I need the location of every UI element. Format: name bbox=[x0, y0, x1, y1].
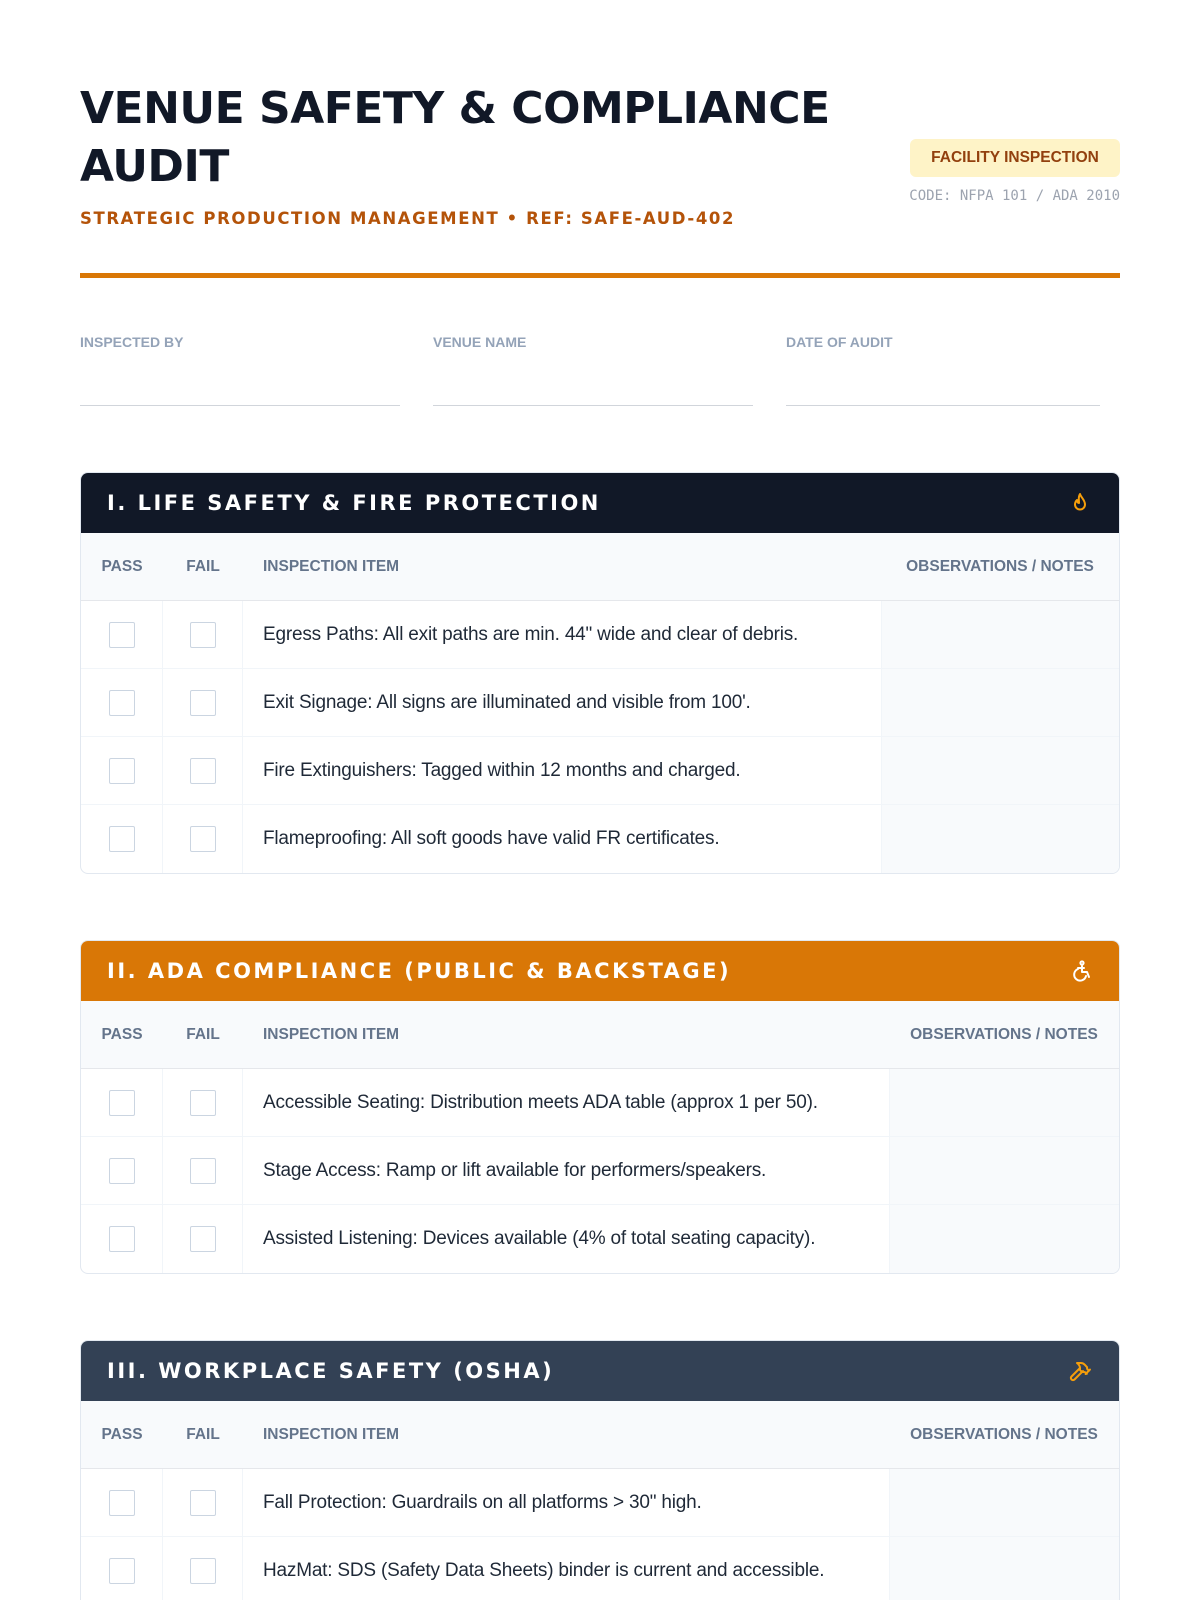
section-title: II. ADA COMPLIANCE (PUBLIC & BACKSTAGE) bbox=[107, 959, 732, 983]
table-row bbox=[81, 1537, 1119, 1600]
notes-field[interactable] bbox=[881, 805, 1119, 873]
fail-checkbox[interactable] bbox=[190, 826, 216, 852]
col-item: INSPECTION ITEM bbox=[263, 557, 400, 575]
code-reference: CODE: NFPA 101 / ADA 2010 bbox=[909, 188, 1120, 204]
table-row bbox=[81, 805, 1119, 873]
col-item: INSPECTION ITEM bbox=[263, 1025, 400, 1043]
section-life-safety bbox=[80, 472, 1120, 874]
accessibility-icon bbox=[1067, 958, 1093, 984]
pass-checkbox[interactable] bbox=[109, 1490, 135, 1516]
section-header bbox=[81, 941, 1119, 1001]
col-pass: PASS bbox=[101, 557, 143, 575]
col-fail: FAIL bbox=[186, 1025, 220, 1043]
inspection-item: Fire Extinguishers: Tagged within 12 months and charged. bbox=[263, 759, 741, 781]
section-workplace-safety bbox=[80, 1340, 1120, 1600]
pass-checkbox[interactable] bbox=[109, 1558, 135, 1584]
fail-checkbox[interactable] bbox=[190, 690, 216, 716]
col-pass: PASS bbox=[101, 1425, 143, 1443]
notes-field[interactable] bbox=[881, 669, 1119, 736]
notes-field[interactable] bbox=[889, 1137, 1119, 1204]
pass-checkbox[interactable] bbox=[109, 758, 135, 784]
column-header-row bbox=[81, 533, 1119, 601]
col-fail: FAIL bbox=[186, 557, 220, 575]
table-row bbox=[81, 1469, 1119, 1537]
header-divider bbox=[80, 273, 1120, 278]
column-header-row bbox=[81, 1001, 1119, 1069]
flame-icon bbox=[1067, 490, 1093, 516]
fail-checkbox[interactable] bbox=[190, 758, 216, 784]
pass-checkbox[interactable] bbox=[109, 1090, 135, 1116]
fail-checkbox[interactable] bbox=[190, 1226, 216, 1252]
inspected-by-field[interactable] bbox=[80, 334, 400, 406]
venue-name-label: VENUE NAME bbox=[433, 334, 527, 350]
col-fail: FAIL bbox=[186, 1425, 220, 1443]
fail-checkbox[interactable] bbox=[190, 1158, 216, 1184]
date-of-audit-field[interactable] bbox=[786, 334, 1100, 406]
col-notes: OBSERVATIONS / NOTES bbox=[906, 557, 1094, 575]
pass-checkbox[interactable] bbox=[109, 1226, 135, 1252]
pass-checkbox[interactable] bbox=[109, 622, 135, 648]
notes-field[interactable] bbox=[889, 1469, 1119, 1536]
col-notes: OBSERVATIONS / NOTES bbox=[910, 1025, 1098, 1043]
inspected-by-label: INSPECTED BY bbox=[80, 334, 184, 350]
inspection-item: Accessible Seating: Distribution meets ADA table (approx 1 per 50). bbox=[263, 1091, 818, 1113]
inspection-item: Assisted Listening: Devices available (4% of total seating capacity). bbox=[263, 1228, 816, 1249]
column-header-row bbox=[81, 1401, 1119, 1469]
category-badge: FACILITY INSPECTION bbox=[910, 139, 1120, 177]
notes-field[interactable] bbox=[889, 1069, 1119, 1136]
inspection-item: HazMat: SDS (Safety Data Sheets) binder is current and accessible. bbox=[263, 1560, 825, 1581]
section-title: III. WORKPLACE SAFETY (OSHA) bbox=[107, 1359, 555, 1383]
inspection-item: Stage Access: Ramp or lift available for performers/speakers. bbox=[263, 1159, 767, 1181]
notes-field[interactable] bbox=[881, 737, 1119, 804]
table-row bbox=[81, 737, 1119, 805]
audit-document bbox=[80, 0, 1120, 1600]
hammer-icon bbox=[1067, 1358, 1093, 1384]
table-row bbox=[81, 1069, 1119, 1137]
notes-field[interactable] bbox=[881, 601, 1119, 668]
section-title: I. LIFE SAFETY & FIRE PROTECTION bbox=[107, 491, 601, 515]
fail-checkbox[interactable] bbox=[190, 1090, 216, 1116]
table-row bbox=[81, 669, 1119, 737]
section-header bbox=[81, 1341, 1119, 1401]
pass-checkbox[interactable] bbox=[109, 1158, 135, 1184]
section-header bbox=[81, 473, 1119, 533]
inspection-item: Exit Signage: All signs are illuminated and visible from 100'. bbox=[263, 691, 751, 713]
page-subtitle: STRATEGIC PRODUCTION MANAGEMENT • REF: SAFE-AUD-402 bbox=[80, 209, 736, 228]
venue-name-field[interactable] bbox=[433, 334, 753, 406]
col-notes: OBSERVATIONS / NOTES bbox=[910, 1425, 1098, 1443]
col-item: INSPECTION ITEM bbox=[263, 1425, 400, 1443]
fail-checkbox[interactable] bbox=[190, 1558, 216, 1584]
pass-checkbox[interactable] bbox=[109, 826, 135, 852]
inspection-item: Fall Protection: Guardrails on all platforms > 30" high. bbox=[263, 1491, 702, 1513]
inspection-item: Egress Paths: All exit paths are min. 44" wide and clear of debris. bbox=[263, 623, 799, 645]
section-ada-compliance bbox=[80, 940, 1120, 1274]
table-row bbox=[81, 601, 1119, 669]
pass-checkbox[interactable] bbox=[109, 690, 135, 716]
notes-field[interactable] bbox=[889, 1537, 1119, 1600]
inspection-item: Flameproofing: All soft goods have valid FR certificates. bbox=[263, 828, 720, 849]
notes-field[interactable] bbox=[889, 1205, 1119, 1273]
table-row bbox=[81, 1205, 1119, 1273]
fail-checkbox[interactable] bbox=[190, 1490, 216, 1516]
table-row bbox=[81, 1137, 1119, 1205]
col-pass: PASS bbox=[101, 1025, 143, 1043]
page-title: VENUE SAFETY & COMPLIANCE AUDIT bbox=[80, 83, 830, 192]
date-of-audit-label: DATE OF AUDIT bbox=[786, 334, 893, 350]
fail-checkbox[interactable] bbox=[190, 622, 216, 648]
